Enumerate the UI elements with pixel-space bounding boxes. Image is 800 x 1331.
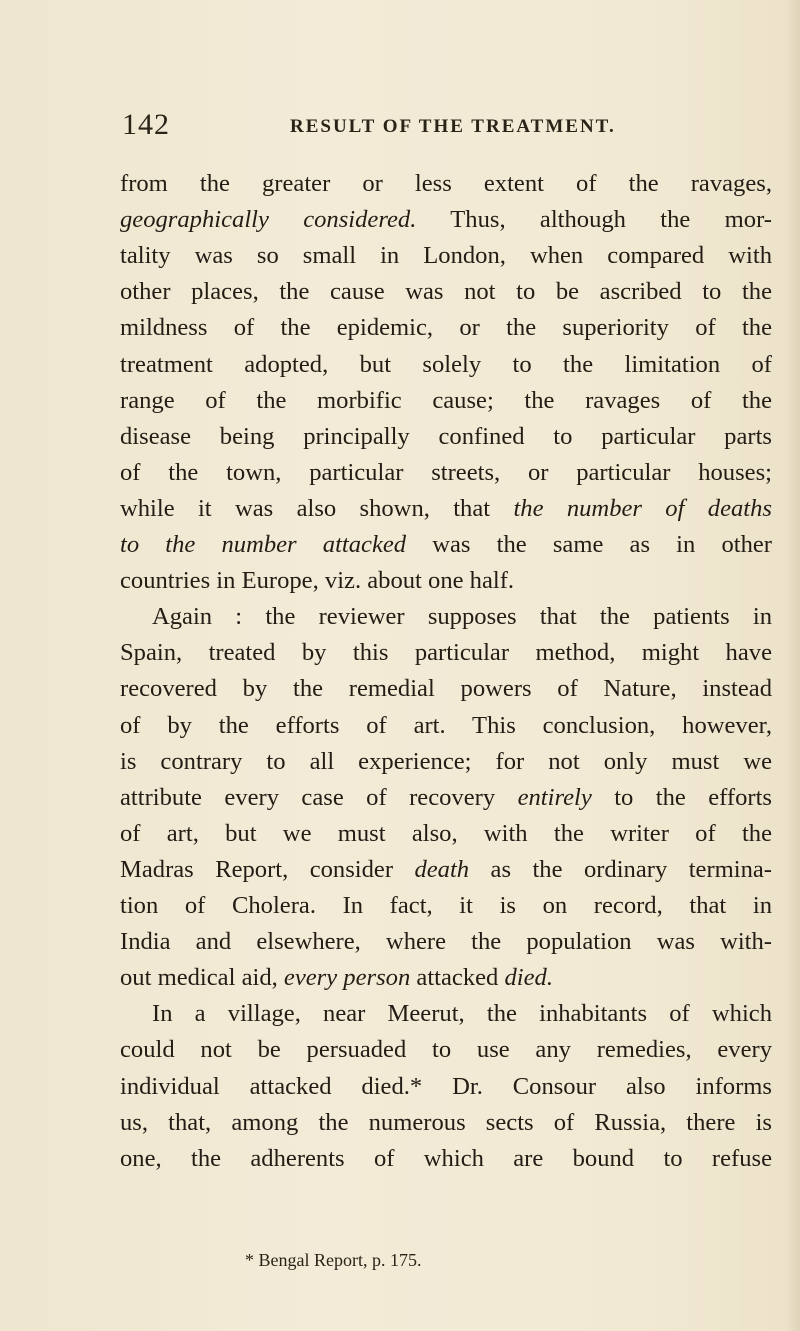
text-line [120, 347, 772, 383]
italic-text: geographically considered. [120, 206, 417, 234]
text-line [120, 671, 772, 707]
running-head: RESULT OF THE TREATMENT. [290, 116, 616, 137]
page-header [122, 108, 762, 148]
text-line [120, 635, 772, 671]
page-edge-shadow [786, 0, 800, 1331]
text-line [120, 419, 772, 455]
text-segment: attacked [410, 964, 505, 992]
text-segment: attribute every case of recovery [120, 783, 518, 811]
text-segment: could not be persuaded to use any remedies, every [120, 1036, 772, 1064]
text-line [152, 599, 772, 635]
text-line [120, 780, 772, 816]
italic-text: the number of deaths [513, 494, 772, 522]
text-segment: us, that, among the numerous sects of Russia, there is [120, 1108, 772, 1136]
text-segment: from the greater or less extent of the ravages, [120, 170, 772, 197]
text-segment: tion of Cholera. In fact, it is on record, that in [120, 892, 772, 919]
text-segment: disease being principally confined to particular parts [120, 422, 772, 450]
text-segment: individual attacked died.* Dr. Consour also informs [120, 1072, 772, 1100]
text-segment: Spain, treated by this particular method, might have [120, 639, 772, 667]
text-segment: of the town, particular streets, or particular houses; [120, 458, 772, 486]
italic-text: every person [283, 964, 411, 992]
page-number: 142 [122, 108, 170, 141]
text-segment: Again : the reviewer supposes that the patients in [152, 603, 772, 631]
text-line [152, 996, 772, 1032]
text-line [120, 1141, 772, 1177]
text-line [120, 383, 772, 419]
text-line [120, 563, 514, 599]
text-line [120, 527, 772, 563]
text-segment: range of the morbific cause; the ravages of the [120, 386, 772, 414]
text-segment: treatment adopted, but solely to the limitation of [120, 350, 772, 378]
text-line [120, 166, 772, 202]
text-segment: while it was also shown, that [120, 494, 514, 522]
text-segment: out medical aid, [120, 964, 284, 992]
text-segment: is contrary to all experience; for not only must we [120, 747, 772, 775]
text-line [120, 1069, 772, 1105]
text-segment: of by the efforts of art. This conclusion, however, [120, 711, 772, 739]
text-line [120, 852, 772, 888]
text-segment: mildness of the epidemic, or the superiority of the [120, 314, 772, 342]
footnote: * Bengal Report, p. 175. [245, 1250, 422, 1270]
text-line [120, 744, 772, 780]
text-line [120, 455, 772, 491]
text-segment: one, the adherents of which are bound to refuse [120, 1144, 772, 1172]
text-segment: recovered by the remedial powers of Nature, instead [120, 675, 772, 703]
text-segment: In a village, near Meerut, the inhabitants of which [152, 1000, 772, 1028]
text-line [120, 310, 772, 346]
text-segment: was the same as in other [406, 531, 772, 558]
text-line [120, 1032, 772, 1068]
text-segment: other places, the cause was not to be ascribed to the [120, 278, 772, 306]
text-segment: to the efforts [591, 783, 772, 811]
italic-text: died. [504, 964, 553, 992]
text-segment: India and elsewhere, where the population was with- [120, 928, 772, 956]
text-segment: Madras Report, consider [120, 855, 415, 883]
text-line [120, 274, 772, 310]
italic-text: death [414, 855, 470, 883]
text-line [120, 888, 772, 924]
text-segment: of art, but we must also, with the writer of the [120, 819, 772, 847]
text-segment: as the ordinary termina- [469, 855, 772, 883]
text-line [120, 202, 772, 238]
text-line [120, 238, 772, 274]
text-segment: Thus, although the mor- [416, 206, 772, 234]
text-line [120, 708, 772, 744]
text-segment: countries in Europe, viz. about one half. [120, 567, 515, 595]
text-line [120, 1105, 772, 1141]
text-line [120, 924, 772, 960]
text-line [120, 960, 553, 996]
italic-text: entirely [517, 783, 592, 811]
text-line [120, 491, 772, 527]
text-segment: tality was so small in London, when compared with [120, 242, 772, 270]
text-line [120, 816, 772, 852]
italic-text: to the number attacked [120, 531, 407, 558]
